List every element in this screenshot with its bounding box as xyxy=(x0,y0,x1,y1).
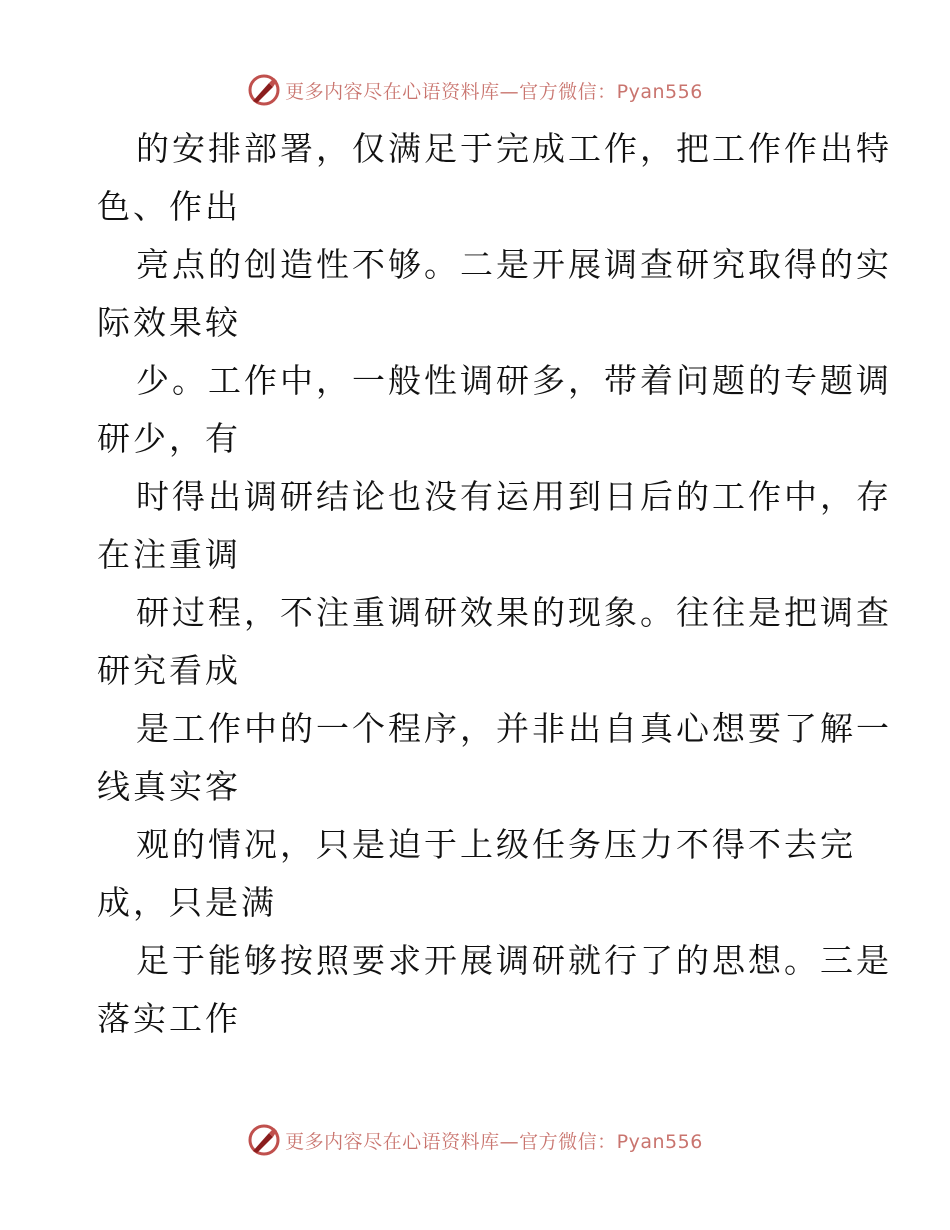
text-line: 研少，有 xyxy=(97,419,241,458)
header-banner xyxy=(0,70,950,110)
text-line: 研过程，不注重调研效果的现象。往往是把调查 xyxy=(136,593,892,632)
text-line: 观的情况，只是迫于上级任务压力不得不去完 xyxy=(136,825,856,864)
pen-logo-icon xyxy=(247,1123,281,1157)
text-line: 色、作出 xyxy=(97,187,241,226)
text-line: 的安排部署，仅满足于完成工作，把工作作出特 xyxy=(136,129,892,168)
document-body xyxy=(0,120,950,1048)
text-line: 际效果较 xyxy=(97,303,241,342)
text-line: 成，只是满 xyxy=(97,883,277,922)
banner-text: 更多内容尽在心语资料库—官方微信：Pyan556 xyxy=(285,80,703,103)
text-line: 是工作中的一个程序，并非出自真心想要了解一 xyxy=(136,709,892,748)
text-line: 足于能够按照要求开展调研就行了的思想。三是 xyxy=(136,941,892,980)
text-line: 亮点的创造性不够。二是开展调查研究取得的实 xyxy=(136,245,892,284)
text-line: 落实工作 xyxy=(97,999,241,1038)
text-line: 少。工作中，一般性调研多，带着问题的专题调 xyxy=(136,361,892,400)
footer-banner xyxy=(0,1120,950,1160)
text-line: 研究看成 xyxy=(97,651,241,690)
banner-text: 更多内容尽在心语资料库—官方微信：Pyan556 xyxy=(285,1130,703,1153)
text-line: 时得出调研结论也没有运用到日后的工作中，存 xyxy=(136,477,892,516)
text-line: 线真实客 xyxy=(97,767,241,806)
text-line: 在注重调 xyxy=(97,535,241,574)
pen-logo-icon xyxy=(247,73,281,107)
